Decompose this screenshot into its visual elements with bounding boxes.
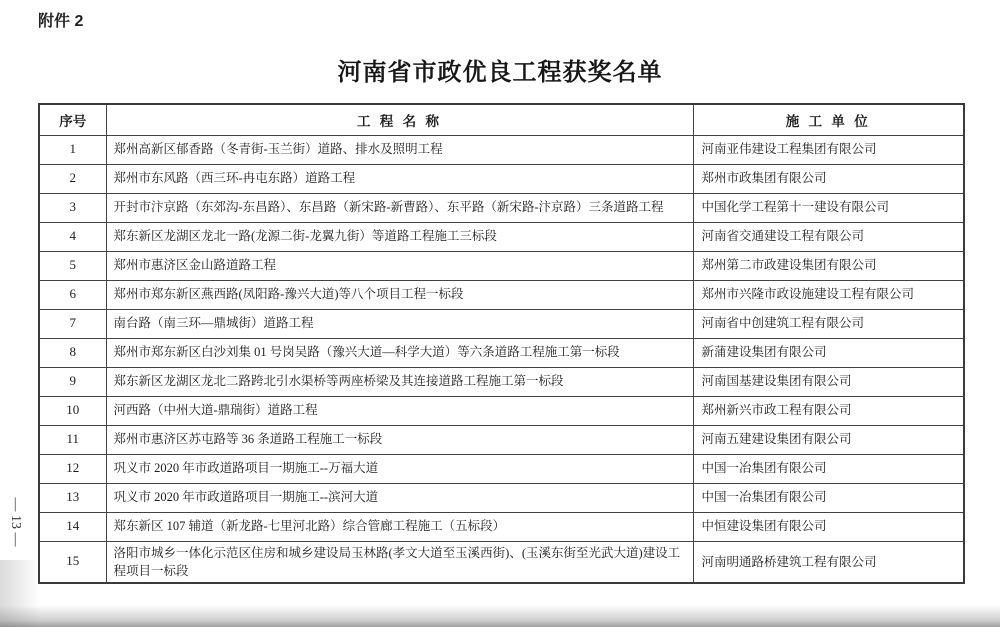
company-name: 郑州第二市政建设集团有限公司 <box>693 251 964 280</box>
table-header <box>39 104 964 135</box>
project-name: 郑州市惠济区苏屯路等 36 条道路工程施工一标段 <box>106 425 693 454</box>
company-name: 河南省中创建筑工程有限公司 <box>693 309 964 338</box>
row-number: 7 <box>39 309 106 338</box>
project-name: 郑州市郑东新区白沙刘集 01 号岗吴路（豫兴大道—科学大道）等六条道路工程施工第一标段 <box>106 338 693 367</box>
project-name: 巩义市 2020 年市政道路项目一期施工--滨河大道 <box>106 483 693 512</box>
page-number: — 13 — <box>8 497 23 547</box>
table-row <box>39 425 964 454</box>
table-row <box>39 309 964 338</box>
company-name: 中国一冶集团有限公司 <box>693 454 964 483</box>
row-number: 10 <box>39 396 106 425</box>
row-number: 1 <box>39 135 106 164</box>
table-row <box>39 135 964 164</box>
page-title: 河南省市政优良工程获奖名单 <box>337 59 663 86</box>
project-name: 郑东新区 107 辅道（新龙路-七里河北路）综合管廊工程施工（五标段） <box>106 512 693 541</box>
row-number: 4 <box>39 222 106 251</box>
project-name: 郑州市惠济区金山路道路工程 <box>106 251 693 280</box>
company-name: 郑州新兴市政工程有限公司 <box>693 396 964 425</box>
table-row <box>39 512 964 541</box>
project-name: 郑州高新区郁香路（冬青街-玉兰街）道路、排水及照明工程 <box>106 135 693 164</box>
row-number: 8 <box>39 338 106 367</box>
project-name: 郑东新区龙湖区龙北二路跨北引水渠桥等两座桥梁及其连接道路工程施工第一标段 <box>106 367 693 396</box>
table-row <box>39 280 964 309</box>
table-row <box>39 541 964 583</box>
row-number: 9 <box>39 367 106 396</box>
row-number: 15 <box>39 541 106 583</box>
row-number: 3 <box>39 193 106 222</box>
row-number: 6 <box>39 280 106 309</box>
table-row <box>39 251 964 280</box>
company-name: 河南国基建设集团有限公司 <box>693 367 964 396</box>
company-name: 河南省交通建设工程有限公司 <box>693 222 964 251</box>
company-name: 河南五建建设集团有限公司 <box>693 425 964 454</box>
company-name: 河南亚伟建设工程集团有限公司 <box>693 135 964 164</box>
project-name: 南台路（南三环—鼎城街）道路工程 <box>106 309 693 338</box>
project-name: 河西路（中州大道-鼎瑞街）道路工程 <box>106 396 693 425</box>
row-number: 14 <box>39 512 106 541</box>
table-row <box>39 222 964 251</box>
table-row <box>39 454 964 483</box>
row-number: 5 <box>39 251 106 280</box>
header-construction-unit: 施 工 单 位 <box>693 104 964 135</box>
row-number: 2 <box>39 164 106 193</box>
awards-table <box>38 103 965 584</box>
table-row <box>39 164 964 193</box>
header-serial-number: 序号 <box>39 104 106 135</box>
company-name: 河南明通路桥建筑工程有限公司 <box>693 541 964 583</box>
project-name: 郑州市东风路（西三环-冉屯东路）道路工程 <box>106 164 693 193</box>
company-name: 中国一冶集团有限公司 <box>693 483 964 512</box>
project-name: 开封市汴京路（东郊沟-东昌路）、东昌路（新宋路-新曹路）、东平路（新宋路-汴京路）三条道路工程 <box>106 193 693 222</box>
table-row <box>39 396 964 425</box>
project-name: 洛阳市城乡一体化示范区住房和城乡建设局玉林路(孝文大道至玉溪西街)、(玉溪东街至光武大道)建设工程项目一标段 <box>106 541 693 583</box>
scan-edge-shadow-bottom <box>0 605 1000 627</box>
table-body <box>39 135 964 583</box>
project-name: 郑州市郑东新区燕西路(凤阳路-豫兴大道)等八个项目工程一标段 <box>106 280 693 309</box>
company-name: 新蒲建设集团有限公司 <box>693 338 964 367</box>
table-row <box>39 338 964 367</box>
table-row <box>39 193 964 222</box>
company-name: 郑州市兴隆市政设施建设工程有限公司 <box>693 280 964 309</box>
row-number: 13 <box>39 483 106 512</box>
company-name: 中国化学工程第十一建设有限公司 <box>693 193 964 222</box>
row-number: 11 <box>39 425 106 454</box>
table-row <box>39 367 964 396</box>
project-name: 巩义市 2020 年市政道路项目一期施工--万福大道 <box>106 454 693 483</box>
company-name: 郑州市政集团有限公司 <box>693 164 964 193</box>
project-name: 郑东新区龙湖区龙北一路(龙源二街-龙翼九街）等道路工程施工三标段 <box>106 222 693 251</box>
row-number: 12 <box>39 454 106 483</box>
header-project-name: 工 程 名 称 <box>106 104 693 135</box>
table-row <box>39 483 964 512</box>
attachment-label: 附件 2 <box>38 13 84 30</box>
company-name: 中恒建设集团有限公司 <box>693 512 964 541</box>
